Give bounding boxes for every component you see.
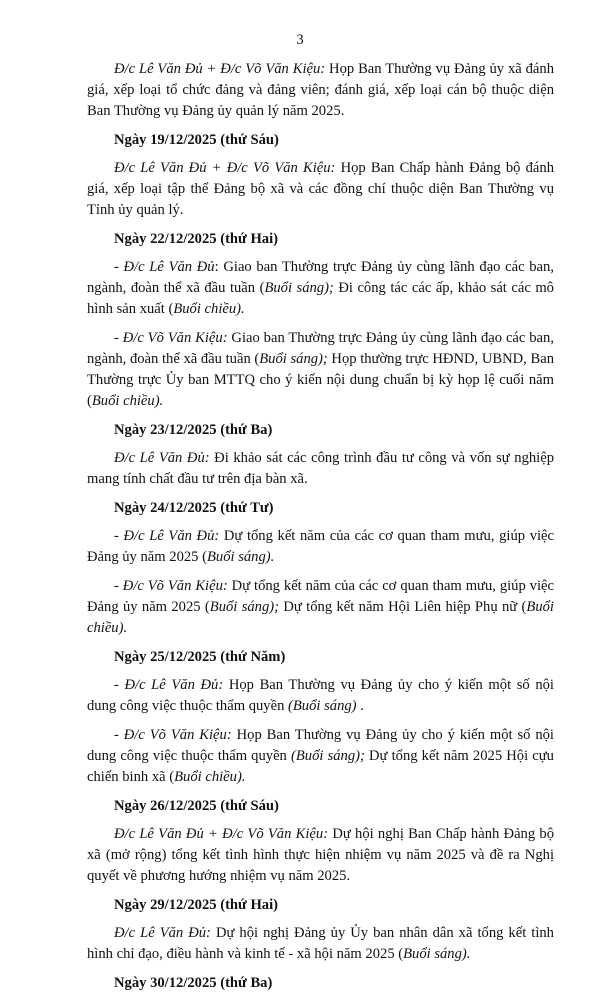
schedule-paragraph — [87, 675, 554, 717]
date-heading: Ngày 19/12/2025 (thứ Sáu) — [114, 132, 279, 148]
text-segment: : Giao ban Thường trực Đảng ủy cùng lãnh đạo các ban, ngành, đoàn thể xã đầu tuần ( — [87, 259, 554, 296]
italic-segment: Đ/c Lê Văn Đủ — [123, 259, 215, 275]
text-segment: Giao ban Thường trực Đảng ủy cùng lãnh đạo các ban, ngành, đoàn thể xã đầu tuần ( — [87, 330, 554, 367]
italic-segment: Đ/c Lê Văn Đủ + Đ/c Võ Văn Kiệu: — [114, 61, 326, 77]
italic-segment: Buổi chiều). — [87, 599, 554, 636]
italic-segment: Đ/c Lê Văn Đủ: — [124, 677, 224, 693]
schedule-paragraph — [87, 526, 554, 568]
italic-segment: Buổi sáng); — [209, 599, 280, 615]
date-heading: Ngày 24/12/2025 (thứ Tư) — [114, 500, 274, 516]
italic-segment: Đ/c Võ Văn Kiệu: — [123, 727, 232, 743]
schedule-paragraph — [87, 923, 554, 965]
text-segment: . — [356, 698, 364, 714]
text-segment: Dự tổng kết năm của các cơ quan tham mưu, giúp việc Đảng ủy năm 2025 ( — [87, 578, 554, 615]
text-segment: - — [114, 727, 124, 743]
page-number: 3 — [296, 32, 304, 48]
text-segment: Dự tổng kết năm của các cơ quan tham mưu, giúp việc Đảng ủy năm 2025 ( — [87, 528, 554, 565]
date-heading: Ngày 23/12/2025 (thứ Ba) — [114, 422, 273, 438]
date-heading: Ngày 25/12/2025 (thứ Năm) — [114, 649, 286, 665]
text-segment: - — [114, 578, 123, 594]
text-segment: Dự hội nghị Ban Chấp hành Đảng bộ xã (mở rộng) tổng kết tình hình thực hiện nhiệm vụ năm 2025 và đề ra Nghị quyết về phương hướng nhiệm vụ năm 2025. — [87, 826, 554, 884]
date-heading: Ngày 30/12/2025 (thứ Ba) — [114, 975, 273, 991]
italic-segment: Buổi sáng). — [206, 549, 275, 565]
schedule-paragraph — [87, 725, 554, 788]
italic-segment: (Buổi sáng) — [288, 698, 357, 714]
schedule-paragraph — [87, 328, 554, 412]
text-segment: - — [114, 259, 124, 275]
document-body — [87, 59, 554, 1001]
text-segment: Dự tổng kết năm Hội Liên hiệp Phụ nữ ( — [279, 599, 527, 615]
schedule-paragraph — [87, 59, 554, 122]
text-segment: Họp Ban Chấp hành Đảng bộ đánh giá, xếp loại tập thể Đảng bộ xã và các đồng chí thuộc diện Ban Thường vụ Tỉnh ủy quản lý. — [87, 160, 554, 218]
text-segment: Dự hội nghị Đảng ủy Ủy ban nhân dân xã tổng kết tình hình chỉ đạo, điều hành và kinh tế - xã hội năm 2025 ( — [87, 925, 554, 962]
schedule-paragraph — [87, 576, 554, 639]
italic-segment: Buổi sáng); — [264, 280, 334, 296]
text-segment: - — [114, 677, 125, 693]
italic-segment: Đ/c Lê Văn Đủ: — [114, 450, 210, 466]
italic-segment: Đ/c Lê Văn Đủ + Đ/c Võ Văn Kiệu: — [114, 160, 336, 176]
schedule-paragraph — [87, 257, 554, 320]
text-segment: Họp thường trực HĐND, UBND, Ban Thường trực Ủy ban MTTQ cho ý kiến nội dung chuẩn bị kỳ họp lệ cuối năm ( — [87, 351, 554, 409]
schedule-paragraph — [87, 158, 554, 221]
text-segment: - — [114, 330, 123, 346]
italic-segment: Buổi chiều). — [173, 301, 245, 317]
text-segment: Họp Ban Thường vụ Đảng ủy xã đánh giá, xếp loại tổ chức đảng và đảng viên; đánh giá, xếp loại cán bộ thuộc diện Ban Thường vụ Đảng ủy quản lý năm 2025. — [87, 61, 555, 119]
italic-segment: Đ/c Lê Văn Đủ: — [123, 528, 220, 544]
italic-segment: Buổi sáng); — [259, 351, 328, 367]
text-segment: - — [114, 528, 124, 544]
italic-segment: Đ/c Võ Văn Kiệu: — [122, 330, 228, 346]
schedule-paragraph — [87, 824, 554, 887]
text-segment: Đi khảo sát các công trình đầu tư công và vốn sự nghiệp mang tính chất đầu tư trên địa bàn xã. — [87, 450, 554, 487]
date-heading: Ngày 29/12/2025 (thứ Hai) — [114, 897, 279, 913]
italic-segment: Buổi sáng). — [403, 946, 471, 962]
italic-segment: Buổi chiều). — [174, 769, 246, 785]
text-segment: Đi công tác các ấp, khảo sát các mô hình sản xuất ( — [87, 280, 554, 317]
italic-segment: Đ/c Lê Văn Đủ: — [114, 925, 211, 941]
italic-segment: (Buổi sáng); — [291, 748, 365, 764]
date-heading: Ngày 22/12/2025 (thứ Hai) — [114, 231, 279, 247]
italic-segment: Buổi chiều). — [91, 393, 164, 409]
text-segment: Họp Ban Thường vụ Đảng ủy cho ý kiến một số nội dung công việc thuộc thẩm quyền — [87, 727, 554, 764]
italic-segment: Đ/c Võ Văn Kiệu: — [122, 578, 228, 594]
date-heading: Ngày 26/12/2025 (thứ Sáu) — [114, 798, 279, 814]
italic-segment: Đ/c Lê Văn Đủ + Đ/c Võ Văn Kiệu: — [114, 826, 329, 842]
text-segment: Dự tổng kết năm 2025 Hội cựu chiến binh xã ( — [87, 748, 554, 785]
schedule-paragraph — [87, 448, 554, 490]
text-segment: Họp Ban Thường vụ Đảng ủy cho ý kiến một số nội dung công việc thuộc thẩm quyền — [87, 677, 554, 714]
